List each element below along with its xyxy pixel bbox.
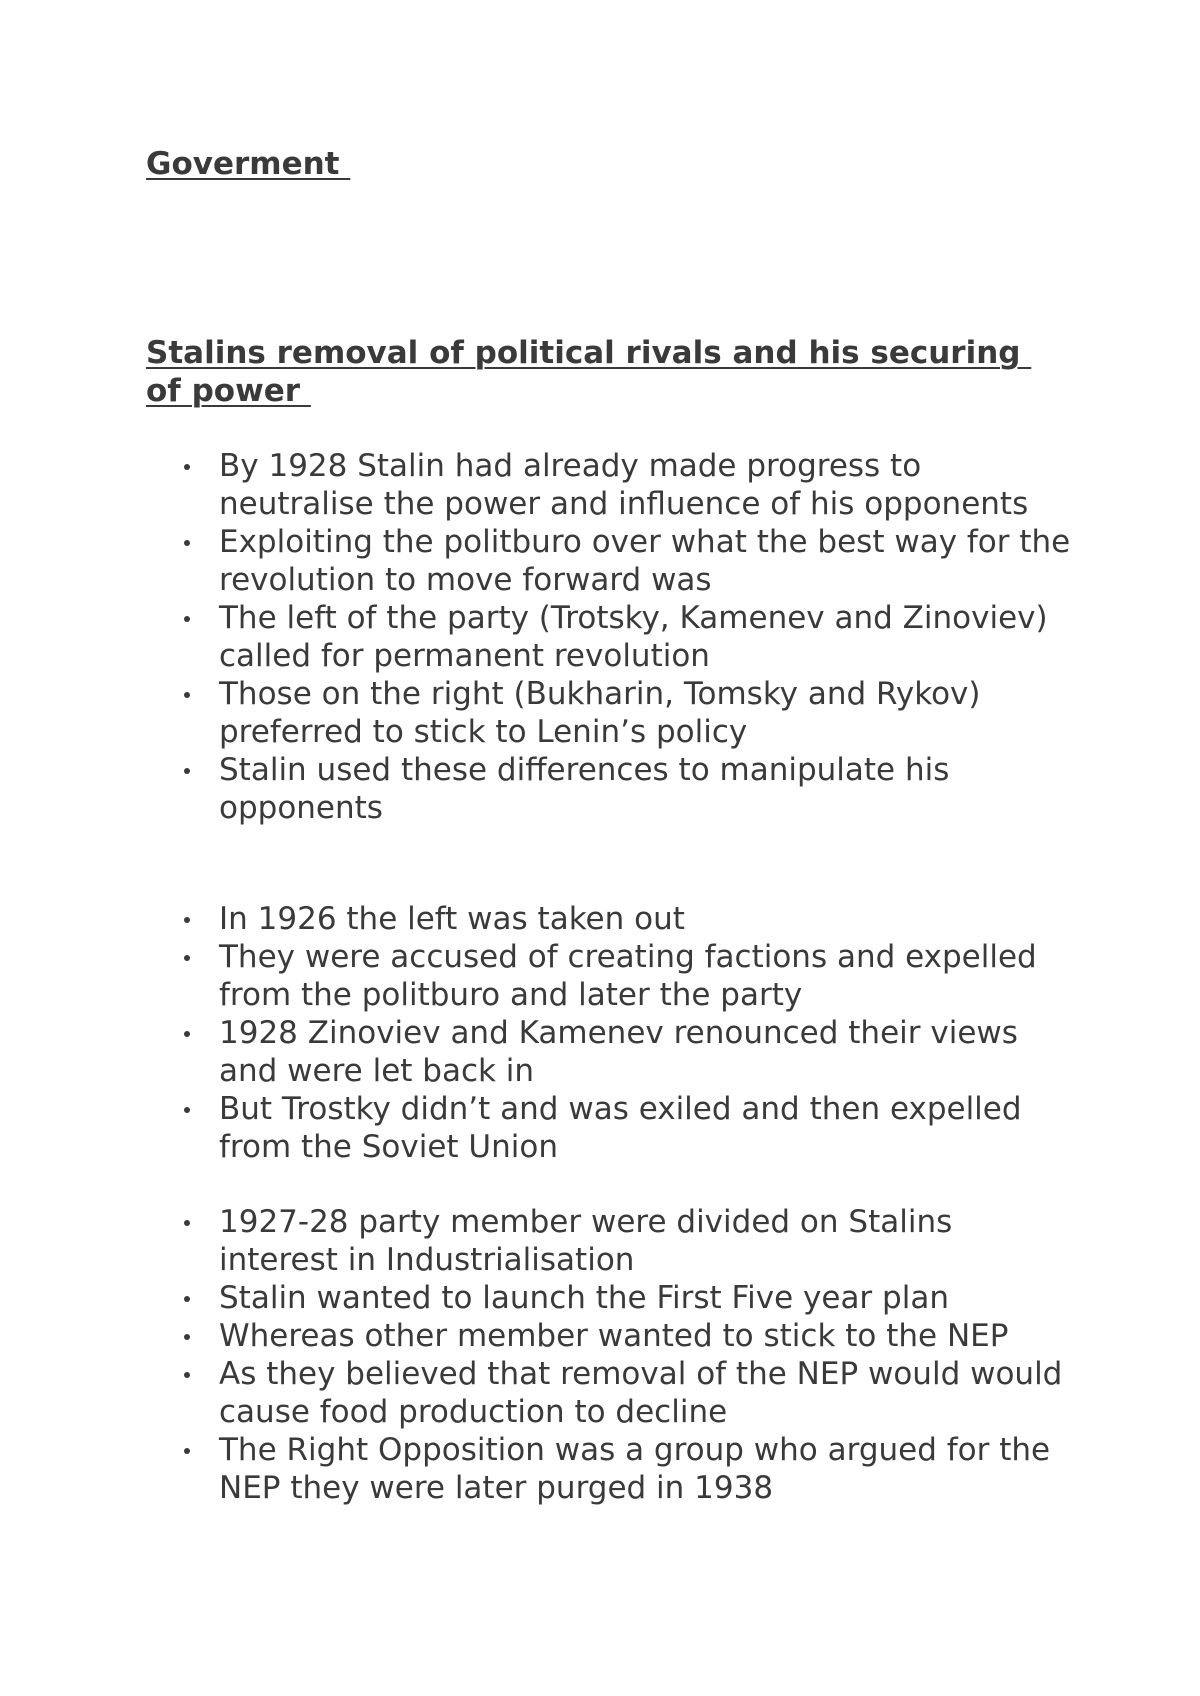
list-item-text: But Trostky didn’t and was exiled and then expelled from the Soviet Union	[219, 1091, 1022, 1165]
list-item-text: By 1928 Stalin had already made progress to neutralise the power and influence of his opponents	[219, 448, 1029, 522]
list-item-text: Exploiting the politburo over what the best way for the revolution to move forward was	[219, 524, 1071, 598]
bullet-icon	[184, 1448, 190, 1454]
list-item-text: In 1926 the left was taken out	[219, 901, 685, 937]
bullet-icon	[184, 917, 190, 923]
list-item-text: The Right Opposition was a group who argued for the NEP they were later purged in 1938	[219, 1432, 1051, 1506]
list-item-text: As they believed that removal of the NEP would would cause food production to decline	[219, 1356, 1063, 1430]
bullet-list-group-2	[0, 900, 1079, 1166]
list-item	[0, 751, 1079, 827]
bullet-icon	[184, 1372, 190, 1378]
list-item	[0, 1090, 1079, 1166]
bullet-icon	[184, 540, 190, 546]
list-item	[0, 447, 1079, 523]
bullet-icon	[184, 768, 190, 774]
list-item	[0, 938, 1079, 1014]
list-item	[0, 900, 1079, 938]
list-item-text: Stalin wanted to launch the First Five year plan	[219, 1280, 949, 1316]
bullet-list-group-3	[0, 1203, 1079, 1507]
list-item	[0, 1355, 1079, 1431]
bullet-icon	[184, 1334, 190, 1340]
document-title: Goverment	[146, 146, 351, 182]
bullet-icon	[184, 616, 190, 622]
bullet-icon	[184, 1296, 190, 1302]
bullet-icon	[184, 1031, 190, 1037]
bullet-icon	[184, 1220, 190, 1226]
list-item	[0, 1203, 1079, 1279]
list-item	[0, 1014, 1079, 1090]
list-item	[0, 1279, 1079, 1317]
list-item-text: 1928 Zinoviev and Kamenev renounced their views and were let back in	[219, 1015, 1018, 1089]
bullet-icon	[184, 1107, 190, 1113]
bullet-list-group-1	[0, 447, 1079, 827]
list-item	[0, 675, 1079, 751]
list-item-text: Whereas other member wanted to stick to the NEP	[219, 1318, 1009, 1354]
list-item-text: The left of the party (Trotsky, Kamenev and Zinoviev) called for permanent revolution	[219, 600, 1048, 674]
list-item-text: Stalin used these differences to manipulate his opponents	[219, 752, 950, 826]
bullet-icon	[184, 692, 190, 698]
section-heading: Stalins removal of political rivals and his securing of power	[146, 335, 1032, 409]
list-item-text: They were accused of creating factions and expelled from the politburo and later the party	[219, 939, 1037, 1013]
bullet-icon	[184, 955, 190, 961]
list-item	[0, 1431, 1079, 1507]
bullet-icon	[184, 464, 190, 470]
list-item	[0, 523, 1079, 599]
list-item-text: Those on the right (Bukharin, Tomsky and Rykov) preferred to stick to Lenin’s policy	[219, 676, 981, 750]
list-item	[0, 599, 1079, 675]
list-item-text: 1927-28 party member were divided on Stalins interest in Industrialisation	[219, 1204, 953, 1278]
list-item	[0, 1317, 1079, 1355]
